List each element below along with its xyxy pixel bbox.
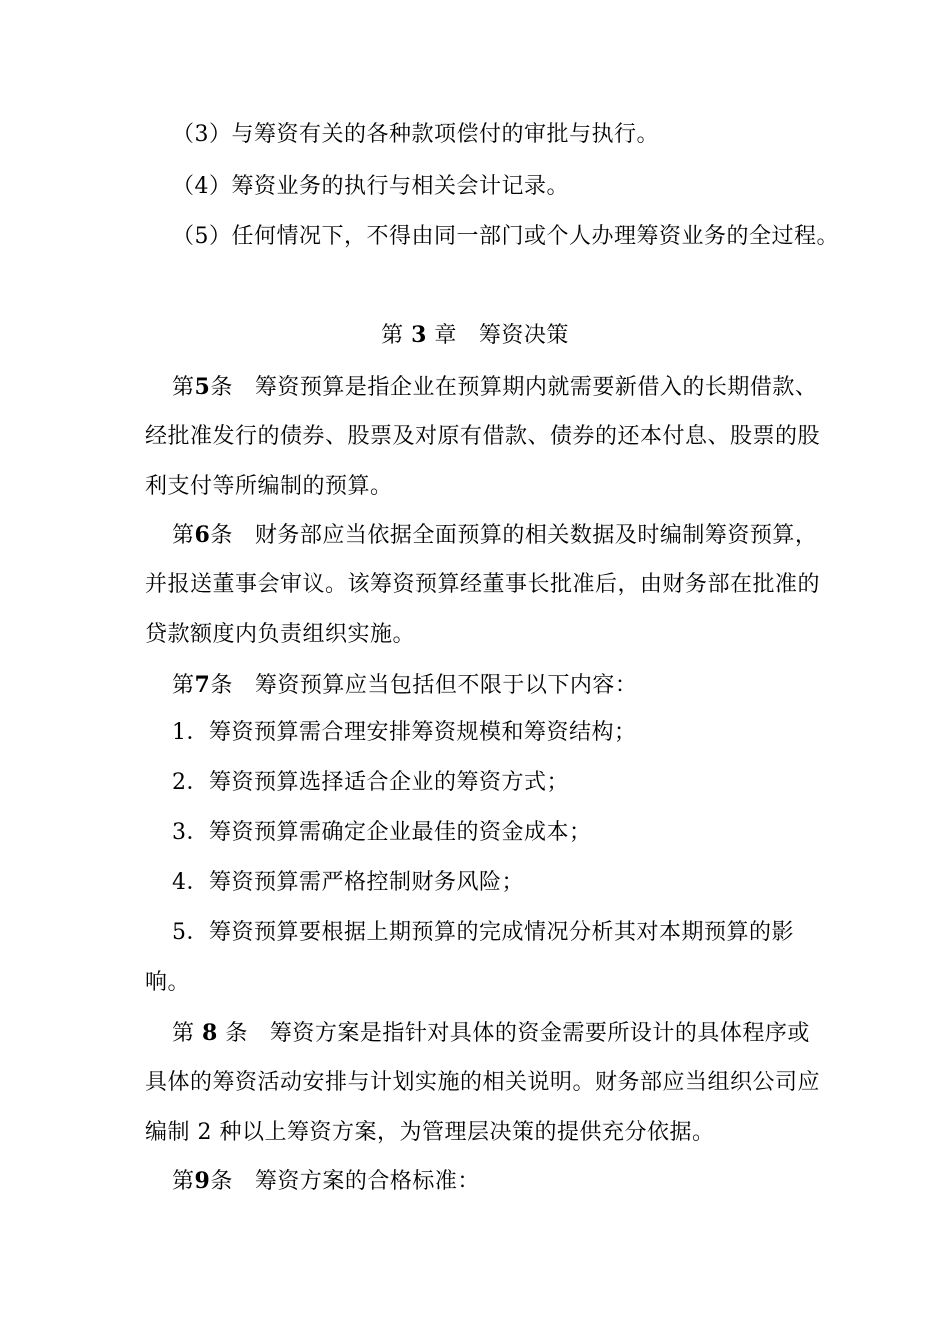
article-8-suffix: 条 bbox=[225, 1021, 248, 1046]
article-9-suffix: 条 bbox=[210, 1169, 233, 1194]
article-7-suffix: 条 bbox=[210, 673, 233, 698]
article-6-text: 财务部应当依据全面预算的相关数据及时编制筹资预算， bbox=[254, 523, 818, 548]
article-6-line-2: 并报送董事会审议。该筹资预算经董事长批准后，由财务部在批准的 bbox=[145, 572, 821, 597]
article-6-line-1 bbox=[172, 520, 842, 551]
list-item-5: （5）任何情况下，不得由同一部门或个人办理筹资业务的全过程。 bbox=[172, 224, 839, 249]
article-6-number: 6 bbox=[194, 522, 211, 548]
article-7-item-3: 3．筹资预算需确定企业最佳的资金成本； bbox=[172, 820, 592, 845]
article-7-item-1: 1．筹资预算需合理安排筹资规模和筹资结构； bbox=[172, 720, 637, 745]
article-5-line-1 bbox=[172, 372, 842, 403]
article-7-item-5: 5．筹资预算要根据上期预算的完成情况分析其对本期预算的影 bbox=[172, 920, 794, 945]
article-6-line-3: 贷款额度内负责组织实施。 bbox=[145, 622, 416, 647]
article-8-line-2: 具体的筹资活动安排与计划实施的相关说明。财务部应当组织公司应 bbox=[145, 1070, 821, 1095]
article-8-prefix: 第 bbox=[172, 1021, 195, 1046]
chapter-suffix: 章 bbox=[434, 323, 457, 348]
list-item-3: （3）与筹资有关的各种款项偿付的审批与执行。 bbox=[172, 122, 659, 147]
article-8-line-3: 编制 2 种以上筹资方案，为管理层决策的提供充分依据。 bbox=[145, 1120, 715, 1145]
chapter-heading bbox=[0, 320, 950, 351]
article-8-text: 筹资方案是指针对具体的资金需要所设计的具体程序或 bbox=[269, 1021, 810, 1046]
article-8-line-1 bbox=[172, 1018, 842, 1049]
article-6-prefix: 第 bbox=[172, 523, 195, 548]
article-5-line-3: 利支付等所编制的预算。 bbox=[145, 474, 393, 499]
article-5-number: 5 bbox=[194, 374, 211, 400]
article-5-suffix: 条 bbox=[210, 375, 233, 400]
article-9-text: 筹资方案的合格标准： bbox=[254, 1169, 480, 1194]
article-7-item-5-continued: 响。 bbox=[145, 970, 191, 995]
chapter-title: 筹资决策 bbox=[478, 323, 569, 348]
article-7-line-1 bbox=[172, 670, 842, 701]
article-7-item-4: 4．筹资预算需严格控制财务风险； bbox=[172, 870, 524, 895]
article-6-suffix: 条 bbox=[210, 523, 233, 548]
article-7-prefix: 第 bbox=[172, 673, 195, 698]
article-7-number: 7 bbox=[194, 672, 211, 698]
article-9-line-1 bbox=[172, 1166, 842, 1197]
article-5-line-2: 经批准发行的债券、股票及对原有借款、债券的还本付息、股票的股 bbox=[145, 424, 821, 449]
article-5-text: 筹资预算是指企业在预算期内就需要新借入的长期借款、 bbox=[254, 375, 818, 400]
article-9-number: 9 bbox=[194, 1168, 211, 1194]
article-7-item-2: 2．筹资预算选择适合企业的筹资方式； bbox=[172, 770, 569, 795]
chapter-prefix: 第 bbox=[381, 323, 404, 348]
article-7-text: 筹资预算应当包括但不限于以下内容： bbox=[254, 673, 638, 698]
article-8-number: 8 bbox=[202, 1020, 218, 1046]
article-5-prefix: 第 bbox=[172, 375, 195, 400]
list-item-4: （4）筹资业务的执行与相关会计记录。 bbox=[172, 174, 569, 199]
article-9-prefix: 第 bbox=[172, 1169, 195, 1194]
chapter-number: 3 bbox=[411, 322, 427, 348]
